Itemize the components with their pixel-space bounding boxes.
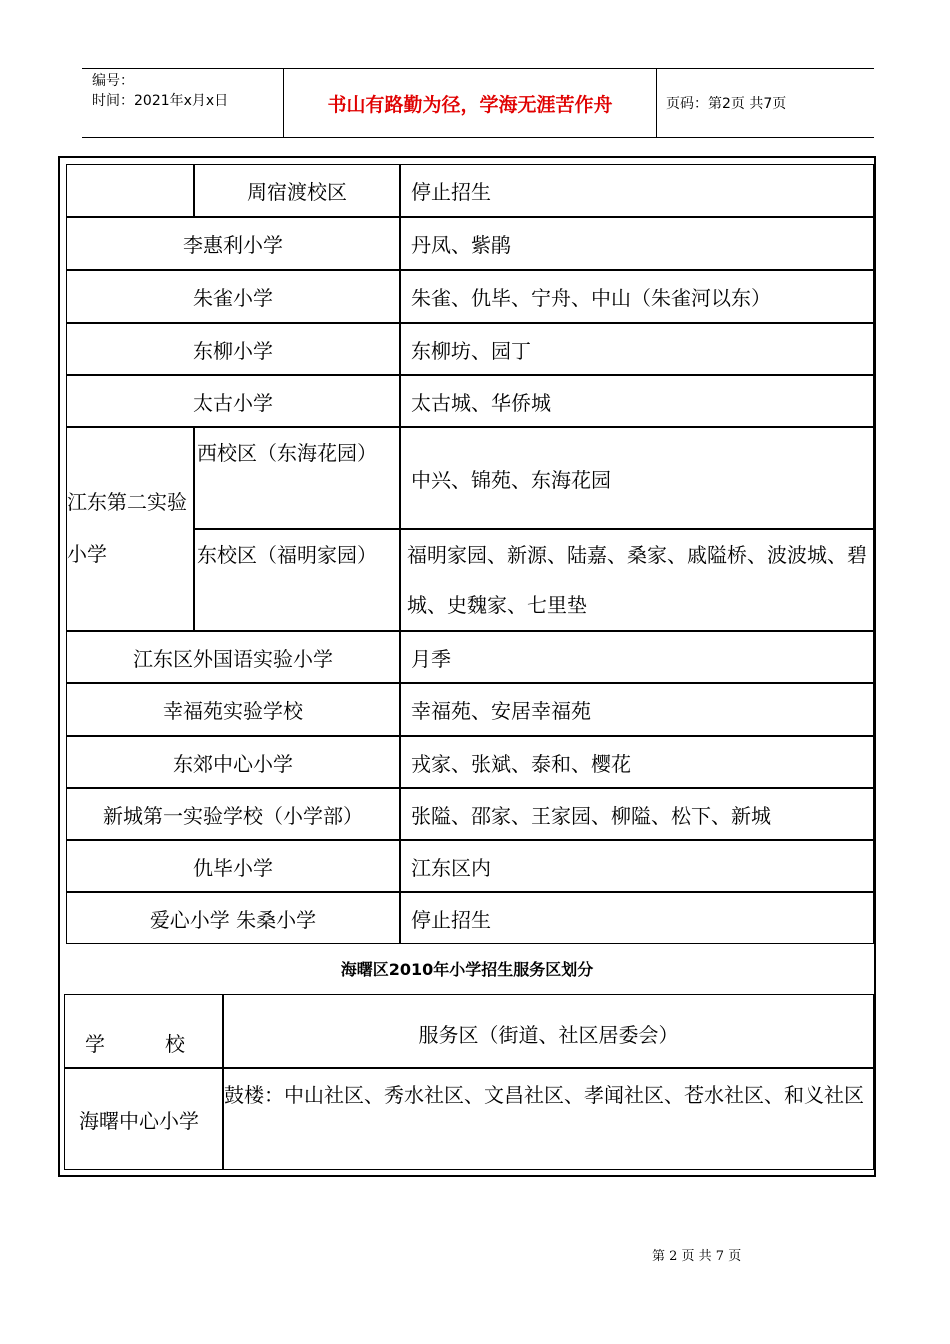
doc-code-label: 编号： <box>92 73 134 89</box>
school-name: 江东第二实验小学 <box>66 427 194 631</box>
service-area: 太古城、华侨城 <box>400 375 874 427</box>
school-name: 仇毕小学 <box>66 840 400 892</box>
service-area: 停止招生 <box>400 164 874 217</box>
column-header-school: 学 校 <box>64 994 223 1068</box>
service-area: 幸福苑、安居幸福苑 <box>400 683 874 736</box>
page-header <box>82 68 874 138</box>
school-name: 江东区外国语实验小学 <box>66 631 400 683</box>
campus-name: 周宿渡校区 <box>194 164 400 217</box>
service-area: 停止招生 <box>400 892 874 944</box>
table-caption: 海曙区2010年小学招生服务区划分 <box>340 959 594 979</box>
service-area: 鼓楼：中山社区、秀水社区、文昌社区、孝闻社区、苍水社区、和义社区 <box>223 1068 874 1170</box>
service-area: 东柳坊、园丁 <box>400 323 874 375</box>
school-name: 东郊中心小学 <box>66 736 400 788</box>
school-name: 幸福苑实验学校 <box>66 683 400 736</box>
header-page-info: 页码：第2页 共7页 <box>666 96 787 112</box>
header-motto: 书山有路勤为径，学海无涯苦作舟 <box>284 69 657 137</box>
service-area: 朱雀、仇毕、宁舟、中山（朱雀河以东） <box>400 270 874 323</box>
school-name: 东柳小学 <box>66 323 400 375</box>
school-name: 新城第一实验学校（小学部） <box>66 788 400 840</box>
header-meta <box>82 69 284 137</box>
school-name: 太古小学 <box>66 375 400 427</box>
service-area: 月季 <box>400 631 874 683</box>
service-area: 中兴、锦苑、东海花园 <box>400 427 874 529</box>
page-footer: 第 2 页 共 7 页 <box>652 1249 742 1264</box>
school-name: 朱雀小学 <box>66 270 400 323</box>
service-area: 福明家园、新源、陆嘉、桑家、戚隘桥、波波城、碧城、史魏家、七里垫 <box>400 529 874 631</box>
service-area: 戎家、张斌、泰和、樱花 <box>400 736 874 788</box>
doc-time-label: 时间：2021年x月x日 <box>92 93 229 109</box>
campus-name: 东校区（福明家园） <box>194 529 400 631</box>
table-cell-empty <box>66 164 194 217</box>
school-name: 海曙中心小学 <box>64 1068 223 1170</box>
service-area: 丹凤、紫鹃 <box>400 217 874 270</box>
school-name: 李惠利小学 <box>66 217 400 270</box>
school-name: 爱心小学 朱桑小学 <box>66 892 400 944</box>
campus-name: 西校区（东海花园） <box>194 427 400 529</box>
column-header-area: 服务区（街道、社区居委会） <box>223 994 874 1068</box>
service-area: 江东区内 <box>400 840 874 892</box>
service-area: 张隘、邵家、王家园、柳隘、松下、新城 <box>400 788 874 840</box>
